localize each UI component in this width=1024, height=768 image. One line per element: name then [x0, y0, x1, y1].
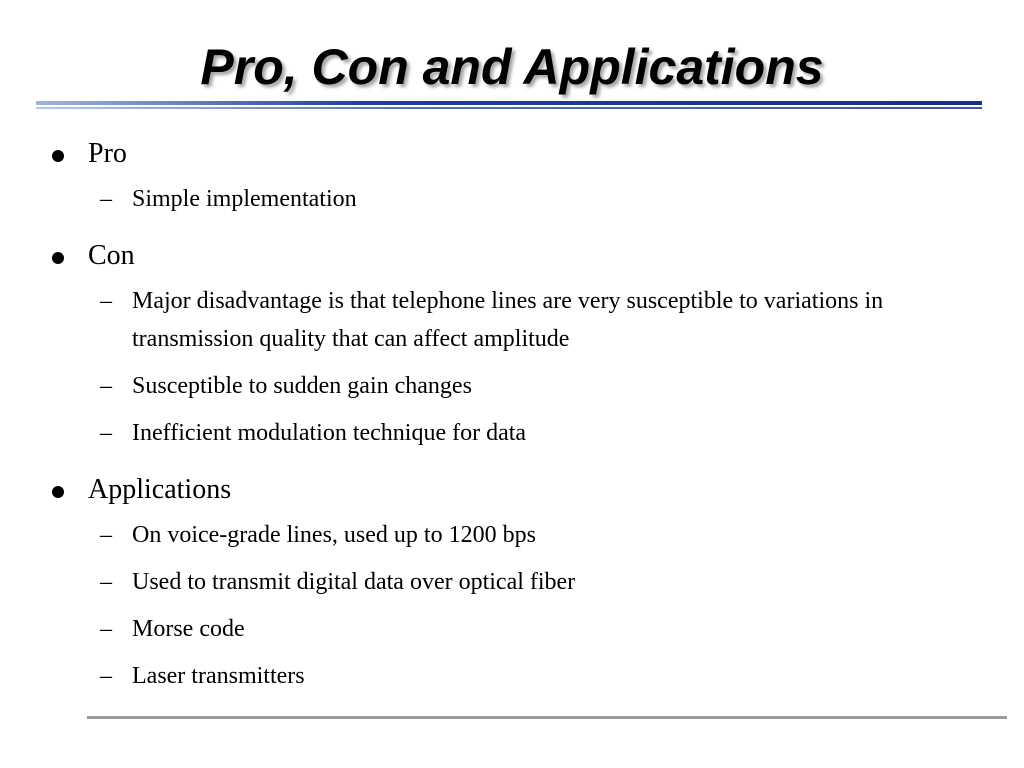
sub-bullet-text: Major disadvantage is that telephone lines are very susceptible to variations in transmission quality that can affect amplitude: [132, 288, 884, 352]
dash-icon: –: [100, 373, 112, 399]
sub-bullet-text: Inefficient modulation technique for data: [132, 420, 527, 446]
bullet-heading: Applications: [88, 474, 232, 505]
bullet-dot-icon: [52, 150, 64, 162]
dash-icon: –: [100, 186, 112, 212]
dash-icon: –: [100, 420, 112, 446]
sub-bullet-text: Morse code: [132, 616, 245, 642]
sub-bullet-text: Susceptible to sudden gain changes: [132, 373, 472, 399]
dash-icon: –: [100, 522, 112, 548]
bullet-dot-icon: [52, 252, 64, 264]
sub-bullet-text: Simple implementation: [132, 186, 357, 212]
sub-bullet-text: Laser transmitters: [132, 663, 305, 689]
slide-title: Pro, Con and Applications: [200, 39, 824, 95]
bullet-heading: Pro: [88, 138, 127, 169]
dash-icon: –: [100, 616, 112, 642]
bullet-heading: Con: [88, 240, 135, 271]
sub-bullet-text: Used to transmit digital data over optical fiber: [132, 569, 576, 595]
bullet-dot-icon: [52, 486, 64, 498]
bottom-divider: [87, 716, 1007, 719]
dash-icon: –: [100, 569, 112, 595]
sub-bullet-text: On voice-grade lines, used up to 1200 bps: [132, 522, 536, 548]
dash-icon: –: [100, 288, 112, 314]
dash-icon: –: [100, 663, 112, 689]
